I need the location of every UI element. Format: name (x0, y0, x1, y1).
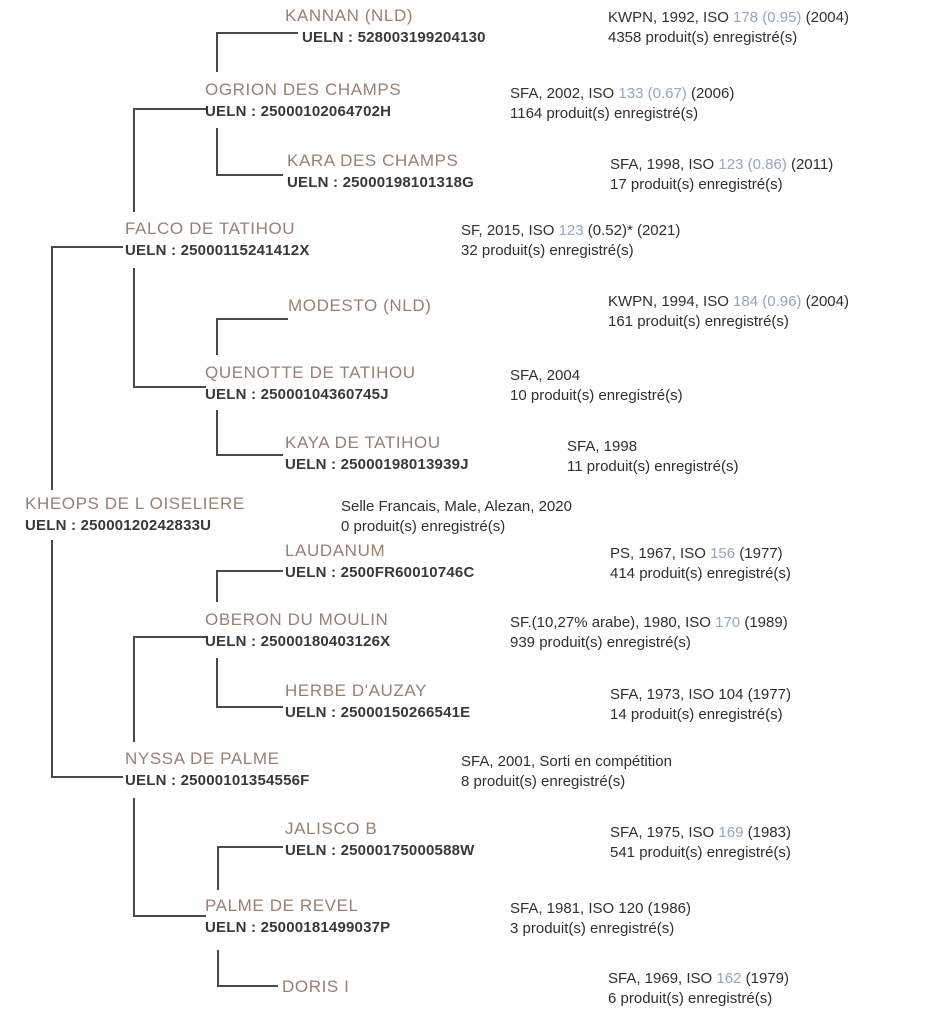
pedigree-node-ogrion (205, 80, 401, 120)
registry-info: KWPN, 1992, ISO 178 (0.95) (2004) (608, 9, 849, 26)
ueln-number: UELN : 25000175000588W (285, 842, 475, 859)
connector-line (216, 128, 218, 176)
registry-info: SFA, 2001, Sorti en compétition (461, 753, 672, 770)
registry-info: SFA, 1998 (567, 438, 638, 455)
pedigree-node-laudanum (285, 541, 475, 581)
pedigree-node-nyssa (125, 749, 310, 789)
connector-line (216, 570, 218, 602)
horse-info-doris (608, 969, 789, 1009)
offspring-count: 939 produit(s) enregistré(s) (510, 634, 691, 651)
registry-info: SFA, 1969, ISO 162 (1979) (608, 970, 789, 987)
ueln-number: UELN : 25000198013939J (285, 456, 469, 473)
horse-info-palme (510, 899, 691, 939)
connector-line (216, 454, 283, 456)
horse-name[interactable]: FALCO DE TATIHOU (125, 219, 296, 238)
pedigree-node-quenotte (205, 363, 416, 403)
connector-line (216, 410, 218, 456)
connector-line (133, 108, 206, 110)
connector-line (216, 32, 218, 72)
iso-score-link[interactable]: 178 (0.95) (733, 9, 802, 26)
pedigree-node-jalisco (285, 819, 475, 859)
horse-name[interactable]: KAYA DE TATIHOU (285, 433, 441, 452)
iso-score-link[interactable]: 169 (718, 824, 744, 841)
horse-info-herbe (610, 685, 791, 725)
connector-line (216, 570, 283, 572)
registry-info: KWPN, 1994, ISO 184 (0.96) (2004) (608, 293, 849, 310)
connector-line (133, 915, 206, 917)
connector-line (217, 985, 278, 987)
horse-name[interactable]: OGRION DES CHAMPS (205, 80, 402, 99)
offspring-count: 17 produit(s) enregistré(s) (610, 176, 783, 193)
connector-line (133, 268, 135, 388)
horse-info-ogrion (510, 84, 734, 124)
offspring-count: 1164 produit(s) enregistré(s) (510, 105, 699, 122)
horse-name[interactable]: KANNAN (NLD) (285, 6, 414, 25)
horse-name[interactable]: OBERON DU MOULIN (205, 610, 389, 629)
registry-info: SFA, 1998, ISO 123 (0.86) (2011) (610, 156, 834, 173)
horse-info-falco (461, 221, 680, 261)
offspring-count: 32 produit(s) enregistré(s) (461, 242, 634, 259)
pedigree-node-kannan (285, 6, 486, 46)
registry-info: Selle Francais, Male, Alezan, 2020 (341, 498, 572, 515)
registry-info: SFA, 1981, ISO 120 (1986) (510, 900, 691, 917)
horse-info-kannan (608, 8, 849, 48)
registry-info: PS, 1967, ISO 156 (1977) (610, 545, 783, 562)
horse-name[interactable]: PALME DE REVEL (205, 896, 359, 915)
horse-info-jalisco (610, 823, 791, 863)
horse-info-modesto (608, 292, 849, 332)
horse-name[interactable]: DORIS I (282, 977, 350, 996)
connector-line (133, 108, 135, 212)
connector-line (216, 174, 283, 176)
connector-line (51, 540, 53, 778)
ueln-number: UELN : 25000104360745J (205, 386, 389, 403)
offspring-count: 14 produit(s) enregistré(s) (610, 706, 783, 723)
horse-info-oberon (510, 613, 788, 653)
iso-score-link[interactable]: 184 (0.96) (733, 293, 802, 310)
horse-info-kara (610, 155, 833, 195)
offspring-count: 414 produit(s) enregistré(s) (610, 565, 791, 582)
offspring-count: 10 produit(s) enregistré(s) (510, 387, 683, 404)
offspring-count: 541 produit(s) enregistré(s) (610, 844, 791, 861)
connector-line (51, 246, 123, 248)
connector-line (133, 386, 206, 388)
iso-score-link[interactable]: 123 (558, 222, 584, 239)
iso-score-link[interactable]: 123 (0.86) (718, 156, 787, 173)
registry-info: SF, 2015, ISO 123 (0.52)* (2021) (461, 222, 681, 239)
connector-line (216, 318, 288, 320)
pedigree-node-modesto (288, 296, 432, 316)
horse-info-kaya (567, 437, 738, 477)
pedigree-node-kaya (285, 433, 469, 473)
horse-name[interactable]: KARA DES CHAMPS (287, 151, 459, 170)
connector-line (133, 636, 135, 742)
offspring-count: 161 produit(s) enregistré(s) (608, 313, 789, 330)
ueln-number: UELN : 2500FR60010746C (285, 564, 475, 581)
connector-line (133, 798, 135, 917)
horse-info-kheops (341, 497, 572, 537)
horse-name[interactable]: KHEOPS DE L OISELIERE (25, 494, 245, 513)
ueln-number: UELN : 25000181499037P (205, 919, 391, 936)
pedigree-node-herbe (285, 681, 470, 721)
offspring-count: 4358 produit(s) enregistré(s) (608, 29, 798, 46)
pedigree-node-kheops-root (25, 494, 245, 534)
connector-line (217, 950, 219, 987)
ueln-number: UELN : 25000180403126X (205, 633, 391, 650)
horse-info-quenotte (510, 366, 683, 406)
offspring-count: 6 produit(s) enregistré(s) (608, 990, 773, 1007)
connector-line (216, 706, 283, 708)
iso-score-link[interactable]: 170 (715, 614, 741, 631)
connector-line (51, 246, 53, 490)
horse-name[interactable]: LAUDANUM (285, 541, 386, 560)
iso-score-link[interactable]: 156 (710, 545, 736, 562)
offspring-count: 3 produit(s) enregistré(s) (510, 920, 675, 937)
pedigree-node-doris (282, 977, 350, 997)
ueln-number: UELN : 25000198101318G (287, 174, 475, 191)
registry-info: SFA, 2004 (510, 367, 581, 384)
horse-name[interactable]: HERBE D'AUZAY (285, 681, 428, 700)
connector-line (216, 658, 218, 708)
offspring-count: 8 produit(s) enregistré(s) (461, 773, 626, 790)
horse-info-nyssa (461, 752, 672, 792)
horse-name[interactable]: JALISCO B (285, 819, 378, 838)
horse-name[interactable]: MODESTO (NLD) (288, 296, 432, 315)
horse-info-laudanum (610, 544, 791, 584)
ueln-number: UELN : 25000150266541E (285, 704, 471, 721)
registry-info: SFA, 2002, ISO 133 (0.67) (2006) (510, 85, 735, 102)
ueln-number: UELN : 25000101354556F (125, 772, 310, 789)
registry-info: SFA, 1975, ISO 169 (1983) (610, 824, 791, 841)
offspring-count: 11 produit(s) enregistré(s) (567, 458, 739, 475)
ueln-number: UELN : 528003199204130 (302, 29, 486, 46)
pedigree-node-falco (125, 219, 310, 259)
connector-line (217, 846, 283, 848)
ueln-number: UELN : 25000102064702H (205, 103, 392, 120)
registry-info: SF.(10,27% arabe), 1980, ISO 170 (1989) (510, 614, 788, 631)
iso-score-link[interactable]: 162 (716, 970, 742, 987)
connector-line (217, 846, 219, 890)
pedigree-node-kara (287, 151, 474, 191)
registry-info: SFA, 1973, ISO 104 (1977) (610, 686, 791, 703)
ueln-number: UELN : 25000120242833U (25, 517, 212, 534)
ueln-number: UELN : 25000115241412X (125, 242, 310, 259)
connector-line (51, 776, 123, 778)
connector-line (216, 318, 218, 355)
pedigree-node-oberon (205, 610, 390, 650)
horse-name[interactable]: QUENOTTE DE TATIHOU (205, 363, 416, 382)
horse-name[interactable]: NYSSA DE PALME (125, 749, 280, 768)
pedigree-node-palme (205, 896, 390, 936)
connector-line (133, 636, 206, 638)
offspring-count: 0 produit(s) enregistré(s) (341, 518, 506, 535)
iso-score-link[interactable]: 133 (0.67) (618, 85, 687, 102)
